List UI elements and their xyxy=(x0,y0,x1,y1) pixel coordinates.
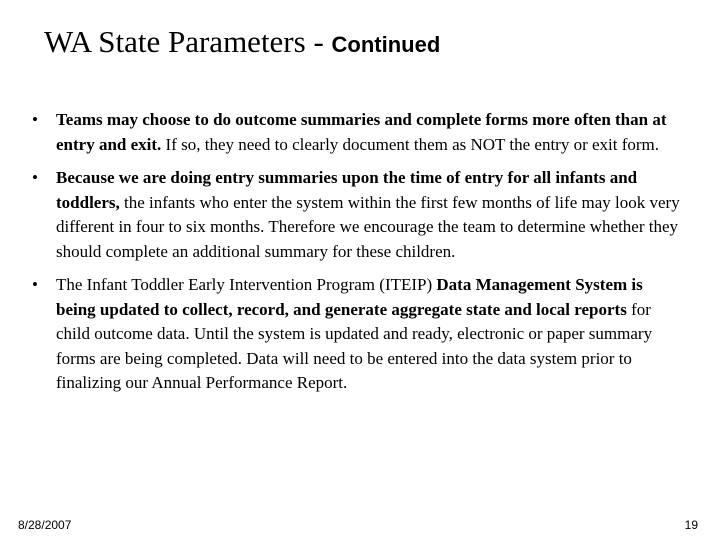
slide-title-main: WA State Parameters - xyxy=(44,24,332,59)
bullet-text: The Infant Toddler Early Intervention Program (ITEIP) xyxy=(56,275,437,294)
bullet-text: the infants who enter the system within the first few months of life may look very different in four to six months. Therefore we encourage the team to determine whether they should complete an additional summary for these children. xyxy=(56,192,680,261)
bullet-text-bold: Data Management System is being updated to collect, record, and generate aggregate state and local reports xyxy=(56,275,643,319)
bullet-text: If so, they need to clearly document them as NOT the entry or exit form. xyxy=(161,134,660,154)
bullet-dot-icon: • xyxy=(32,275,38,294)
bullet-list xyxy=(30,108,680,405)
bullet-text: for child outcome data. Until the system is updated and ready, electronic or paper summary forms are being completed. Data will need to be entered into the data system prior to finalizing our Annual Performance Report. xyxy=(56,299,653,392)
slide-title xyxy=(44,22,704,65)
footer-date: 8/28/2007 xyxy=(18,518,72,532)
bullet-item xyxy=(30,108,680,157)
page-number: 19 xyxy=(684,518,698,532)
bullet-text-bold: Teams may choose to do outcome summaries and complete forms more often than at entry and exit. xyxy=(56,110,667,154)
bullet-dot-icon: • xyxy=(32,168,38,187)
bullet-text-bold: Because we are doing entry summaries upon the time of entry for all infants and toddlers, xyxy=(56,168,638,212)
bullet-item xyxy=(30,166,680,264)
bullet-dot-icon: • xyxy=(32,110,38,129)
slide-title-sub: Continued xyxy=(331,32,441,57)
bullet-item xyxy=(30,273,680,396)
